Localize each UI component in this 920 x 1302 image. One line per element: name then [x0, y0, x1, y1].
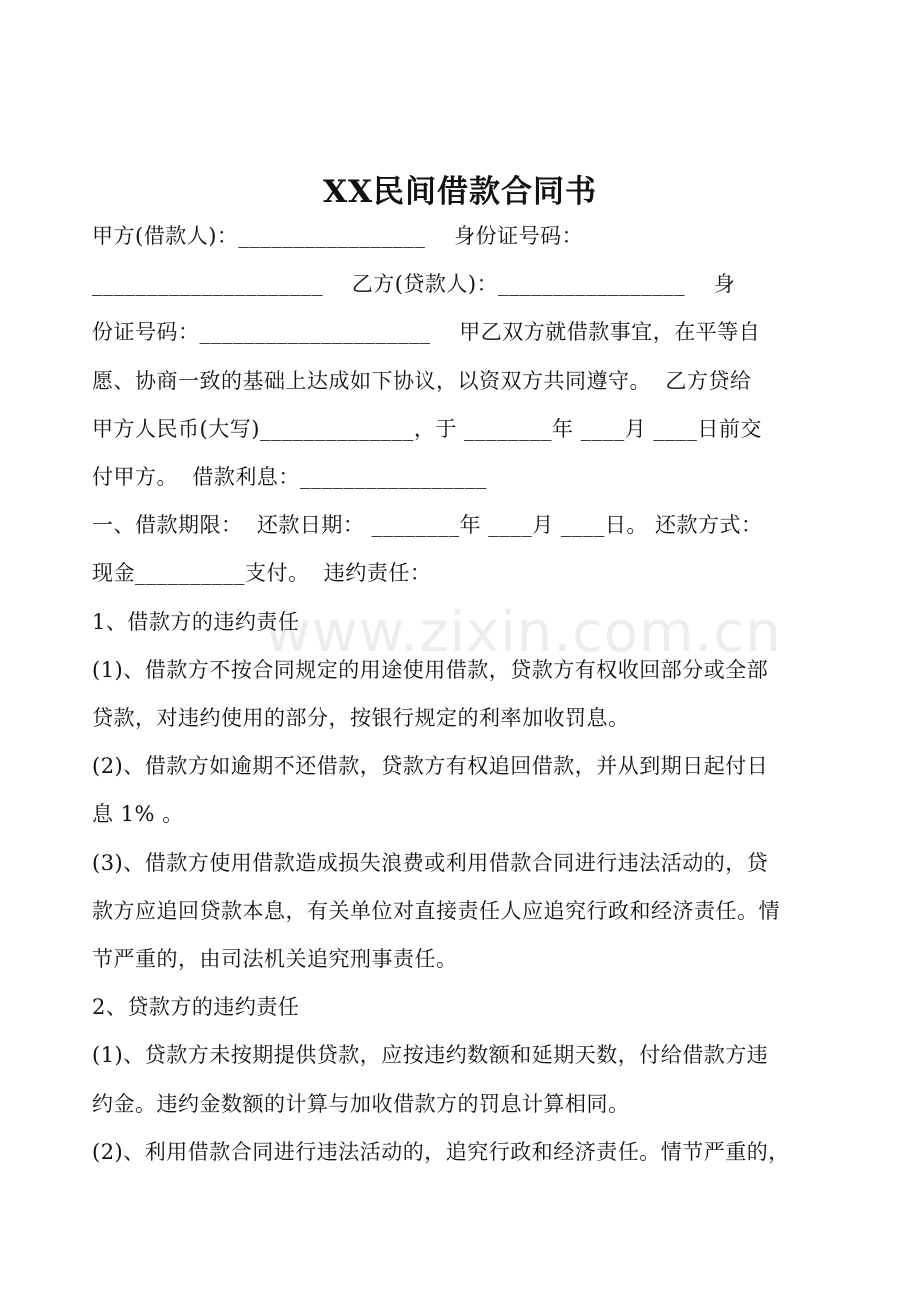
text-line: 愿、协商一致的基础上达成如下协议，以资双方共同遵守。 乙方贷给	[92, 368, 752, 393]
text-line: 节严重的，由司法机关追究刑事责任。	[92, 947, 458, 971]
text-line: (3)、借款方使用借款造成损失浪费或利用借款合同进行违法活动的，贷	[92, 850, 769, 875]
text-line: 甲方(借款人)：_________________ 身份证号码：	[92, 224, 584, 248]
text-line: 约金。违约金数额的计算与加收借款方的罚息计算相同。	[92, 1091, 630, 1116]
text-line: 甲方人民币(大写)______________，于 ________年 ____月 ____日前交	[92, 416, 762, 441]
text-line: (1)、借款方不按合同规定的用途使用借款，贷款方有权收回部分或全部	[92, 657, 769, 682]
text-line: 2、贷款方的违约责任	[92, 995, 300, 1020]
text-line: 款方应追回贷款本息，有关单位对直接责任人应追究行政和经济责任。情	[92, 898, 780, 923]
text-line: 1、借款方的违约责任	[92, 609, 300, 634]
text-line: (2)、利用借款合同进行违法活动的，追究行政和经济责任。情节严重的，	[92, 1139, 790, 1164]
document-title: XX民间借款合同书	[322, 174, 598, 210]
watermark: www.zixin.com.cn	[265, 600, 782, 665]
text-line: 一、借款期限： 还款日期： ________年 ____月 ____日。 还款方式：	[92, 513, 763, 538]
text-line: (2)、借款方如逾期不还借款，贷款方有权追回借款，并从到期日起付日	[92, 754, 769, 779]
text-line: _____________________ 乙方(贷款人)：_________________ 身	[92, 272, 736, 297]
text-line: 息 1% 。	[92, 802, 184, 827]
text-line: 付甲方。 借款利息：_________________	[92, 465, 487, 489]
text-line: 份证号码：_____________________ 甲乙双方就借款事宜，在平等自	[92, 320, 761, 345]
text-line: 现金__________支付。 违约责任：	[92, 561, 432, 586]
text-line: (1)、贷款方未按期提供贷款，应按违约数额和延期天数，付给借款方违	[92, 1043, 769, 1068]
text-line: 贷款，对违约使用的部分，按银行规定的利率加收罚息。	[92, 706, 630, 730]
